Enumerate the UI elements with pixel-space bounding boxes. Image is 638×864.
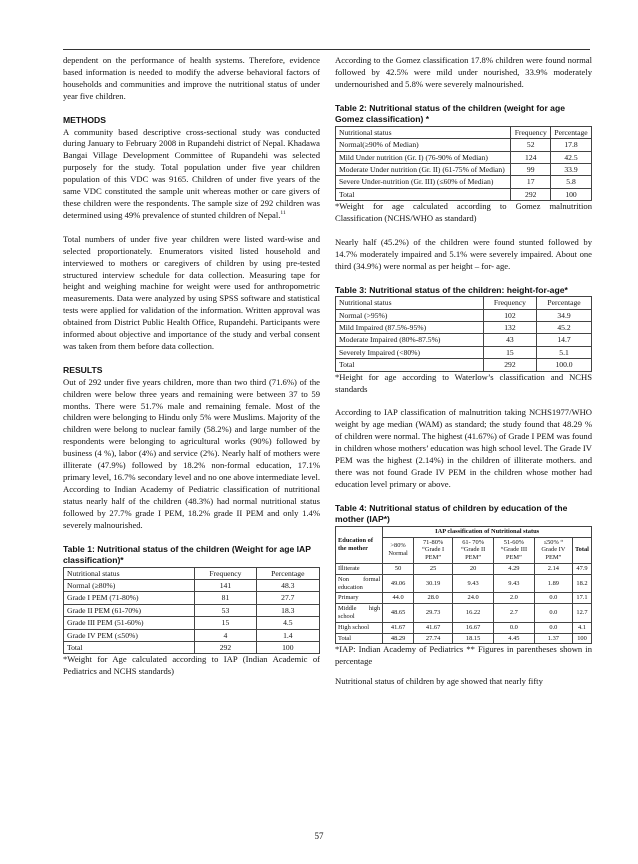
- table-cell: 49.06: [383, 574, 414, 593]
- table-cell: Mild Impaired (87.5%-95%): [336, 322, 484, 334]
- table-row: [64, 641, 320, 653]
- table-cell: Middle high school: [336, 604, 383, 623]
- table-header: Education of the mother: [336, 526, 383, 563]
- table-cell: 17.8: [551, 139, 592, 151]
- table-cell: 14.7: [537, 334, 592, 346]
- table-cell: 2.0: [493, 593, 534, 604]
- results-paragraph-2: According to Indian Academy of Pediatric classification of nutritional status nearly half of the children (48.3%) had normal nutritional status followed by 27.7% grade I PEM, 18.2% grade II PEM and only 1.4% severely malnourished.: [63, 483, 320, 530]
- table-header: Frequency: [483, 297, 536, 309]
- left-column: [63, 55, 320, 678]
- table-cell: Total: [336, 188, 511, 200]
- table-row: [336, 593, 592, 604]
- table-cell: Moderate Under nutrition (Gr. II) (61-75% of Median): [336, 163, 511, 175]
- table-cell: Normal (≥80%): [64, 579, 195, 591]
- table-row: [336, 188, 592, 200]
- table-cell: High school: [336, 622, 383, 633]
- intro-paragraph: dependent on the performance of health systems. Therefore, evidence based information is needed to modify the adverse behavioral factors of households and communities and improve the nutritional status of under year five children.: [63, 55, 320, 101]
- table-cell: 100: [551, 188, 592, 200]
- table-cell: 42.5: [551, 151, 592, 163]
- table-cell: Normal(≥90% of Median): [336, 139, 511, 151]
- table-cell: 5.1: [537, 346, 592, 358]
- table-cell: 41.67: [413, 622, 452, 633]
- results-heading: RESULTS: [63, 364, 103, 375]
- table-header: Frequency: [195, 567, 256, 579]
- table-cell: 50: [383, 563, 414, 574]
- table-cell: 102: [483, 309, 536, 321]
- table-cell: 45.2: [537, 322, 592, 334]
- table-cell: 4: [195, 629, 256, 641]
- table-cell: Grade I PEM (71-80%): [64, 592, 195, 604]
- table-row: [64, 617, 320, 629]
- table-cell: 47.9: [572, 563, 591, 574]
- methods-heading: METHODS: [63, 114, 106, 125]
- closing-paragraph: Nutritional status of children by age showed that nearly fifty: [335, 676, 543, 687]
- top-rule: [63, 49, 590, 50]
- table-cell: 18.3: [256, 604, 319, 616]
- table4: [335, 526, 592, 645]
- table-cell: 4.45: [493, 633, 534, 644]
- table-cell: 15: [483, 346, 536, 358]
- table-row: [336, 322, 592, 334]
- table1-caption: Table 1: Nutritional status of the children (Weight for age IAP classification)*: [63, 543, 311, 566]
- table-cell: 20: [453, 563, 494, 574]
- table-cell: 132: [483, 322, 536, 334]
- table-row: [336, 139, 592, 151]
- table-row: [336, 359, 592, 371]
- table-row: [336, 309, 592, 321]
- table-cell: 1.4: [256, 629, 319, 641]
- table-row: [336, 604, 592, 623]
- table-cell: 292: [511, 188, 551, 200]
- table-cell: 34.9: [537, 309, 592, 321]
- table-cell: 100: [256, 641, 319, 653]
- table-cell: 2.7: [493, 604, 534, 623]
- table2-note: *Weight for age calculated according to Gomez malnutrition Classification (NCHS/WHO as standard): [335, 201, 592, 224]
- table-cell: 81: [195, 592, 256, 604]
- table-header-row: [336, 126, 592, 138]
- results-paragraph-1: Out of 292 under five years children, more than two third (71.6%) of the children were below three years and remaining were between 37 to 59 months. There were 51.7% male and remaining female. Most of the children were belonging to Hindu only 5% were Muslims. Majority of the children were belong to nuclear family (58.2%) and large number of the respondents were belonging to agricultural works (90%) followed by business (4 %), labor (4%) and service (2%). Nearly half of mothers were illiterate (47.9%) followed by 18.2% non-formal education, 17.1% primary level, 16.7% secondary level and no one above intermediate level.: [63, 376, 320, 482]
- table-cell: 292: [195, 641, 256, 653]
- table-header: 51-60% “Grade III PEM”: [493, 537, 534, 563]
- table-row: [336, 346, 592, 358]
- table3: [335, 296, 592, 371]
- table-cell: 43: [483, 334, 536, 346]
- table-cell: 100.0: [537, 359, 592, 371]
- table-group-header: IAP classification of Nutritional status: [383, 526, 592, 537]
- table-cell: Grade IV PEM (≤50%): [64, 629, 195, 641]
- table-header-row: [336, 526, 592, 537]
- table-cell: 16.67: [453, 622, 494, 633]
- table-row: [336, 163, 592, 175]
- table-header: ≤50% “ Grade IV PEM”: [534, 537, 572, 563]
- table-header: Nutritional status: [336, 297, 484, 309]
- table-cell: 292: [483, 359, 536, 371]
- reference-superscript: 11: [280, 210, 286, 217]
- table-cell: Total: [64, 641, 195, 653]
- table-cell: Normal (>95%): [336, 309, 484, 321]
- table4-note: *IAP: Indian Academy of Pediatrics ** Figures in parentheses shown in percentage: [335, 644, 592, 667]
- table-row: [336, 176, 592, 188]
- table-cell: 4.1: [572, 622, 591, 633]
- table-cell: 2.14: [534, 563, 572, 574]
- table1-note: *Weight for Age calculated according to IAP (Indian Academic of Pediatrics and NCHS standards): [63, 654, 320, 677]
- table-header: >80% Normal: [383, 537, 414, 563]
- table-cell: 0.0: [534, 622, 572, 633]
- table-row: [336, 334, 592, 346]
- table-cell: 18.2: [572, 574, 591, 593]
- table-cell: Total: [336, 633, 383, 644]
- table-row: [336, 151, 592, 163]
- table-cell: 0.0: [534, 604, 572, 623]
- table-cell: 48.29: [383, 633, 414, 644]
- table-cell: 141: [195, 579, 256, 591]
- table-cell: 48.3: [256, 579, 319, 591]
- table-row: [64, 579, 320, 591]
- table-cell: 99: [511, 163, 551, 175]
- table3-caption: Table 3: Nutritional status of the children: height-for-age*: [335, 284, 568, 295]
- table2-caption: Table 2: Nutritional status of the children (weight for age Gomez classification) *: [335, 102, 565, 125]
- table-header-row: [64, 567, 320, 579]
- table-cell: Total: [336, 359, 484, 371]
- table2: [335, 126, 592, 201]
- table-cell: 100: [572, 633, 591, 644]
- table-cell: 33.9: [551, 163, 592, 175]
- table-cell: 41.67: [383, 622, 414, 633]
- right-column: [335, 55, 592, 688]
- table-cell: 5.8: [551, 176, 592, 188]
- table-header: Percentage: [537, 297, 592, 309]
- table-cell: 28.0: [413, 593, 452, 604]
- table-header: Nutritional status: [64, 567, 195, 579]
- table-cell: 16.22: [453, 604, 494, 623]
- table3-note: *Height for age according to Waterlow’s classification and NCHS standards: [335, 371, 592, 394]
- table-cell: 12.7: [572, 604, 591, 623]
- table-cell: Illiterate: [336, 563, 383, 574]
- table-cell: 25: [413, 563, 452, 574]
- methods-paragraph-2: Total numbers of under five year children were listed ward-wise and selected proportionately. Enumerators visited listed household and interviewed to mothers or caregivers of children by using pre-tested structured interview schedule for data collection. Measuring tape for height and weighing machine for weight were used for anthropometric measurements. Data were analyzed by using SPSS software and statistical tests were applied for validation of the information. Written approval was obtained from District Public Health Office, Rupandehi. Participants were informed about objective and importance of the study and verbal consent was taken from them before data collection.: [63, 233, 320, 351]
- table-cell: 52: [511, 139, 551, 151]
- gomez-paragraph: According to the Gomez classification 17.8% children were found normal followed by 42.5% were mild under nourished, 33.9% moderately undernourished and 5.8% were severely malnourished.: [335, 55, 592, 89]
- table-header: 71-80% “Grade I PEM”: [413, 537, 452, 563]
- table-cell: 4.29: [493, 563, 534, 574]
- table-cell: Grade III PEM (51-60%): [64, 617, 195, 629]
- iap-paragraph: According to IAP classification of malnutrition taking NCHS1977/WHO weight by age median (WAM) as standard; the study found that 48.29 % of children were normal. The highest (41.67%) of Grade I PEM was found in children whose mothers’ education was high school level. The Grade IV PEM was the highest (2.14%) in the children of illiterate mothers. and there was not found Grade IV PEM in the children whose mother had education level primary or above.: [335, 407, 592, 489]
- table-cell: 9.43: [453, 574, 494, 593]
- table-cell: Primary: [336, 593, 383, 604]
- table-cell: 9.43: [493, 574, 534, 593]
- table-row: [336, 563, 592, 574]
- table-row: [336, 622, 592, 633]
- table-cell: 27.7: [256, 592, 319, 604]
- table-header: Nutritional status: [336, 126, 511, 138]
- methods-paragraph-1: A community based descriptive cross-sectional study was conducted during January to February 2008 in Rupandehi district of Nepal. Khadawa Bangai Village Development Committee of Rupandehi was selected purposely for the study. Total population under five year children population of this VDC was 9165. Children of under five years of the same VDC constituted the sample unit whereas mother or care givers of these children were the respondents. The sample size of 292 children was determined using 49% prevalence of stunted children of Nepal.$^{11}$: [63, 126, 320, 220]
- table-cell: 30.19: [413, 574, 452, 593]
- table-cell: Grade II PEM (61-70%): [64, 604, 195, 616]
- page-number: 57: [314, 831, 324, 841]
- table-cell: Moderate Impaired (80%-87.5%): [336, 334, 484, 346]
- table-cell: 0.0: [534, 593, 572, 604]
- table-row: [64, 629, 320, 641]
- table-cell: 17.1: [572, 593, 591, 604]
- table1: [63, 567, 320, 655]
- table-cell: 24.0: [453, 593, 494, 604]
- table-cell: 4.5: [256, 617, 319, 629]
- table-cell: 48.65: [383, 604, 414, 623]
- table-cell: 29.73: [413, 604, 452, 623]
- table-cell: 53: [195, 604, 256, 616]
- table-header: Percentage: [256, 567, 319, 579]
- table-row: [64, 604, 320, 616]
- table-cell: Severe Under-nutrition (Gr. III) (≤60% of Median): [336, 176, 511, 188]
- table-header-row: [336, 297, 592, 309]
- table-header: Percentage: [551, 126, 592, 138]
- table-cell: 18.15: [453, 633, 494, 644]
- table-header: Total: [572, 537, 591, 563]
- table-row: [64, 592, 320, 604]
- table-cell: 27.74: [413, 633, 452, 644]
- table-cell: 17: [511, 176, 551, 188]
- table-row: [336, 633, 592, 644]
- table-row: [336, 574, 592, 593]
- table-cell: 0.0: [493, 622, 534, 633]
- table-cell: 15: [195, 617, 256, 629]
- table-cell: 124: [511, 151, 551, 163]
- table-cell: 44.0: [383, 593, 414, 604]
- table-cell: Severely Impaired (<80%): [336, 346, 484, 358]
- table-cell: 1.37: [534, 633, 572, 644]
- table-cell: Non formal education: [336, 574, 383, 593]
- stunting-paragraph: Nearly half (45.2%) of the children were found stunted followed by 14.7% moderately impaired and 5.1% were severely impaired. About one third (34.9%) were normal as per height – for- age.: [335, 236, 592, 271]
- table-header: Frequency: [511, 126, 551, 138]
- table4-caption: Table 4: Nutritional status of children by education of the mother (IAP*): [335, 502, 568, 525]
- table-cell: 1.89: [534, 574, 572, 593]
- table-header: 61- 70% “Grade II PEM”: [453, 537, 494, 563]
- table-cell: Mild Under nutrition (Gr. I) (76-90% of Median): [336, 151, 511, 163]
